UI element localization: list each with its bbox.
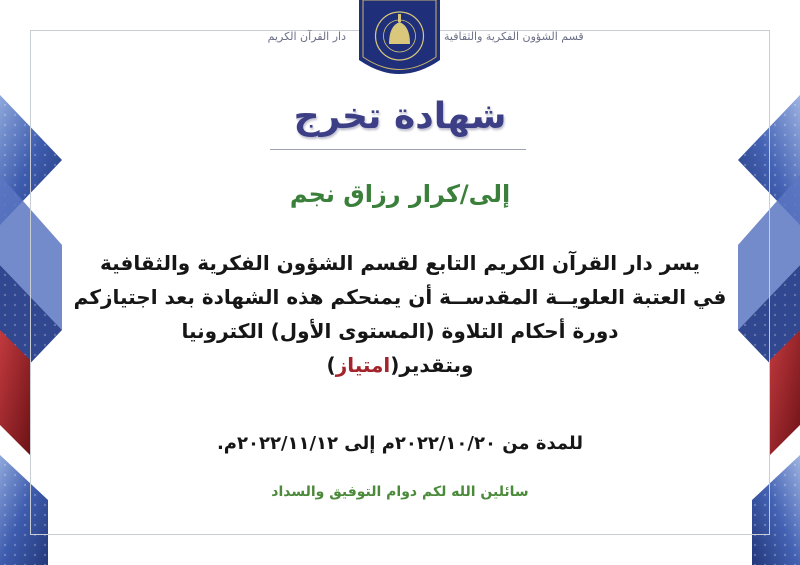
grade-paren-open: ( — [390, 353, 400, 377]
closing-wish: سائلين الله لكم دوام التوفيق والسداد — [271, 484, 529, 500]
header-caption-left: قسم الشؤون الفكرية والثقافية — [444, 30, 584, 43]
certificate-header — [0, 0, 800, 90]
title-divider — [270, 149, 526, 150]
course-period: للمدة من ٢٠٢٢/١٠/٢٠م إلى ٢٠٢٢/١١/١٢م. — [216, 433, 584, 454]
body-line-1: يسر دار القرآن الكريم التابع لقسم الشؤون الفكرية والثقافية — [99, 251, 701, 275]
certificate-body — [70, 246, 730, 382]
shrine-emblem-logo — [357, 0, 442, 85]
certificate-title: شهادة تخرج — [293, 96, 507, 137]
grade-value: امتياز — [335, 353, 391, 377]
grade-prefix: وبتقدير — [399, 353, 474, 377]
recipient-name: إلى/كرار رزاق نجم — [289, 180, 511, 208]
body-line-3: دورة أحكام التلاوة (المستوى الأول) الكترونيا — [181, 319, 619, 343]
grade-paren-close: ) — [326, 353, 336, 377]
grade-line — [70, 348, 730, 382]
header-caption-right: دار القرآن الكريم — [267, 30, 346, 43]
body-line-2: في العتبة العلويــة المقدســة أن يمنحكم هذه الشهادة بعد اجتيازكم — [73, 285, 727, 309]
